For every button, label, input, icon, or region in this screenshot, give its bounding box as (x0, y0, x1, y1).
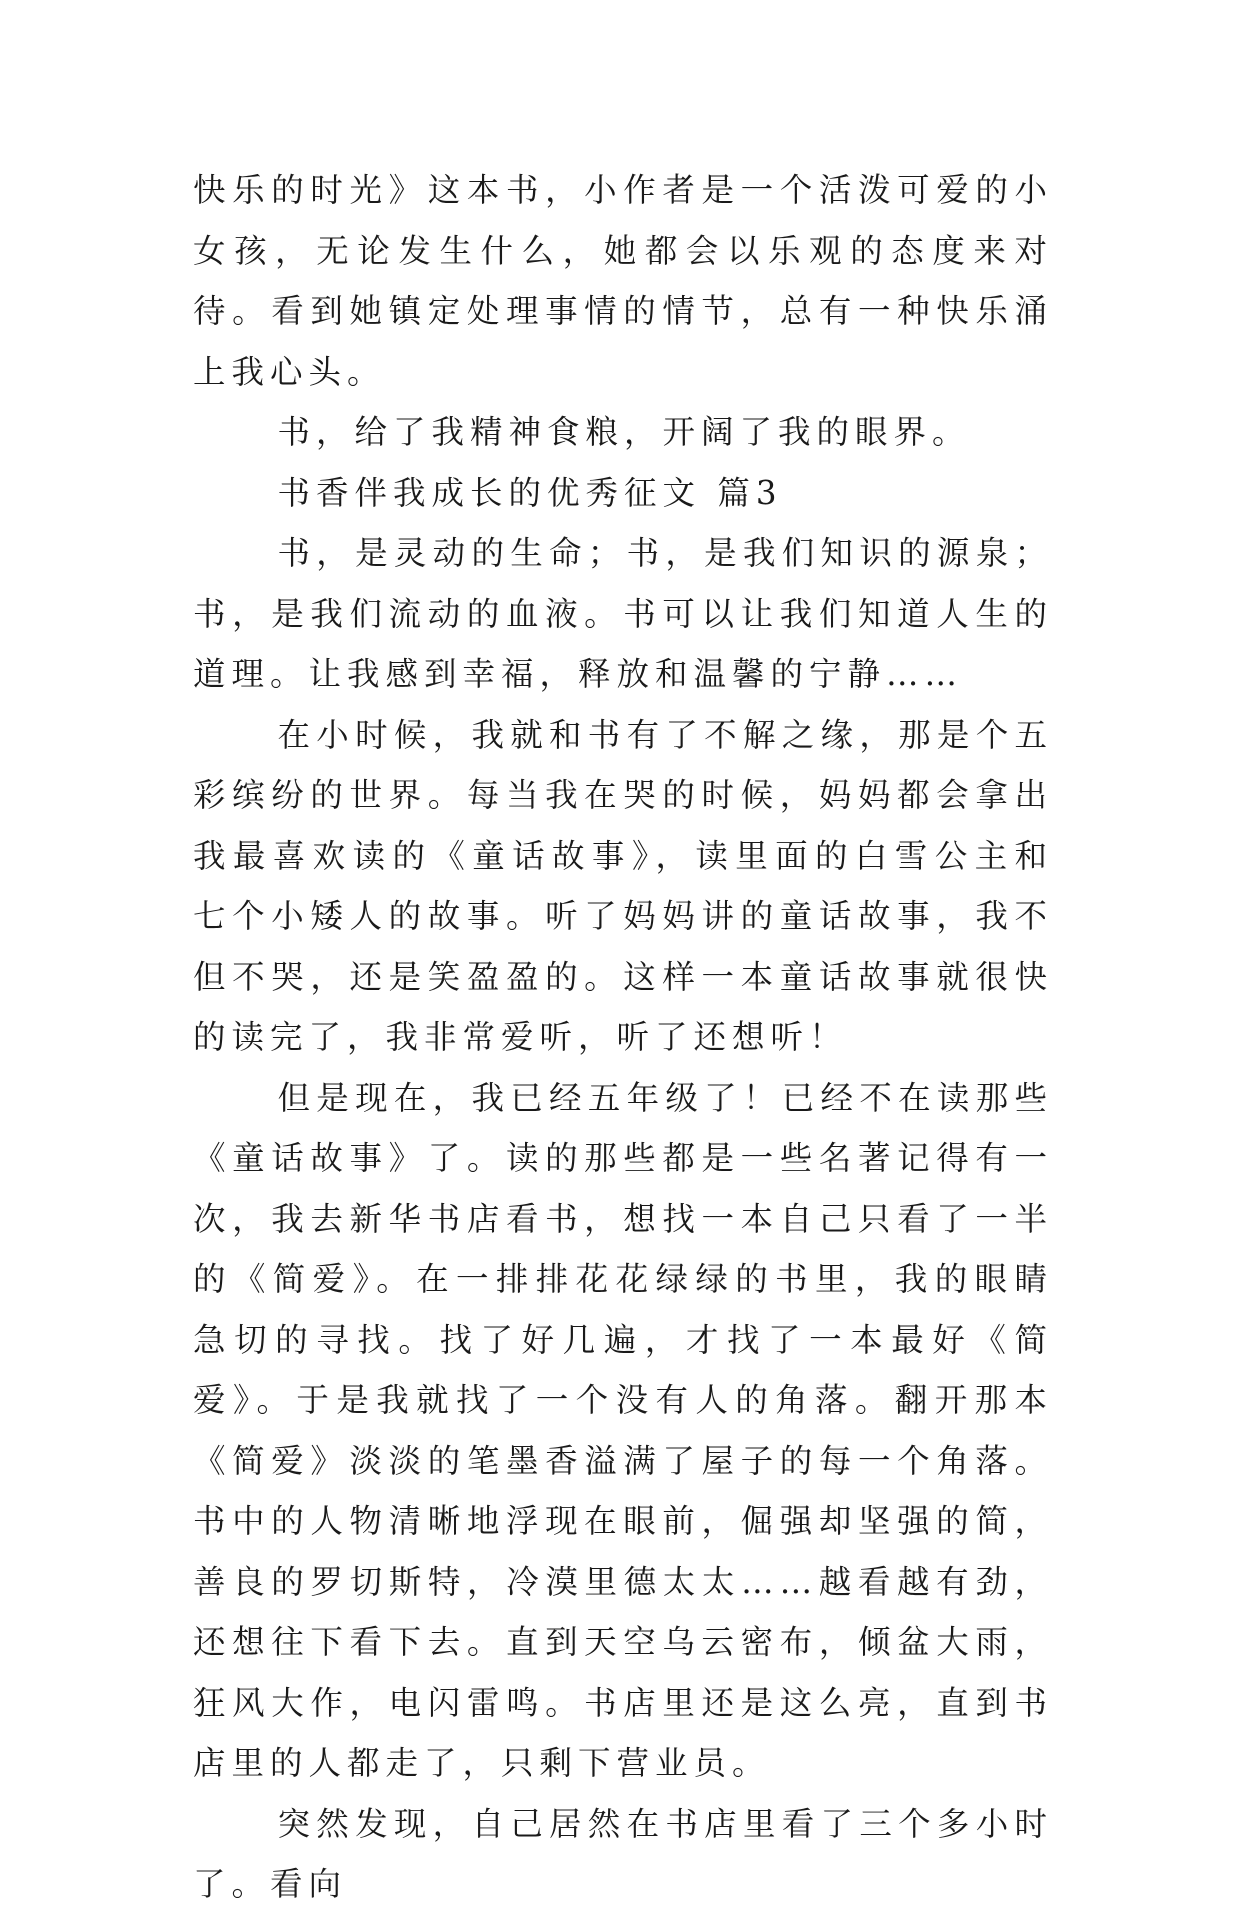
document-body (193, 160, 1053, 1915)
paragraph-2: 书，给了我精神食粮，开阔了我的眼界。 (277, 413, 971, 451)
paragraph-4: 在小时候，我就和书有了不解之缘，那是个五彩缤纷的世界。每当我在哭的时候，妈妈都会拿出我最喜欢读的《童话故事》，读里面的白雪公主和七个小矮人的故事。听了妈妈讲的童话故事，我不但不哭，还是笑盈盈的。这样一本童话故事就很快的读完了，我非常爱听，听了还想听！ (193, 715, 1053, 1056)
paragraph-5: 但是现在，我已经五年级了！已经不在读那些《童话故事》了。读的那些都是一些名著记得有一次，我去新华书店看书，想找一本自己只看了一半的《简爱》。在一排排花花绿绿的书里，我的眼睛急切的寻找。找了好几遍，才找了一本最好《简爱》。于是我就找了一个没有人的角落。翻开那本《简爱》淡淡的笔墨香溢满了屋子的每一个角落。书中的人物清晰地浮现在眼前，倔强却坚强的简，善良的罗切斯特，冷漠里德太太……越看越有劲，还想往下看下去。直到天空乌云密布，倾盆大雨，狂风大作，电闪雷鸣。书店里还是这么亮，直到书店里的人都走了，只剩下营业员。 (193, 1078, 1053, 1782)
paragraph-3: 书，是灵动的生命；书，是我们知识的源泉；书，是我们流动的血液。书可以让我们知道人生的道理。让我感到幸福，释放和温馨的宁静…… (193, 534, 1053, 693)
section-heading: 书香伴我成长的优秀征文 篇3 (277, 473, 783, 512)
paragraph-1: 快乐的时光》这本书，小作者是一个活泼可爱的小女孩，无论发生什么，她都会以乐观的态度来对待。看到她镇定处理事情的情节，总有一种快乐涌上我心头。 (193, 171, 1053, 391)
paragraph-6: 突然发现，自己居然在书店里看了三个多小时了。看向 (193, 1804, 1053, 1903)
